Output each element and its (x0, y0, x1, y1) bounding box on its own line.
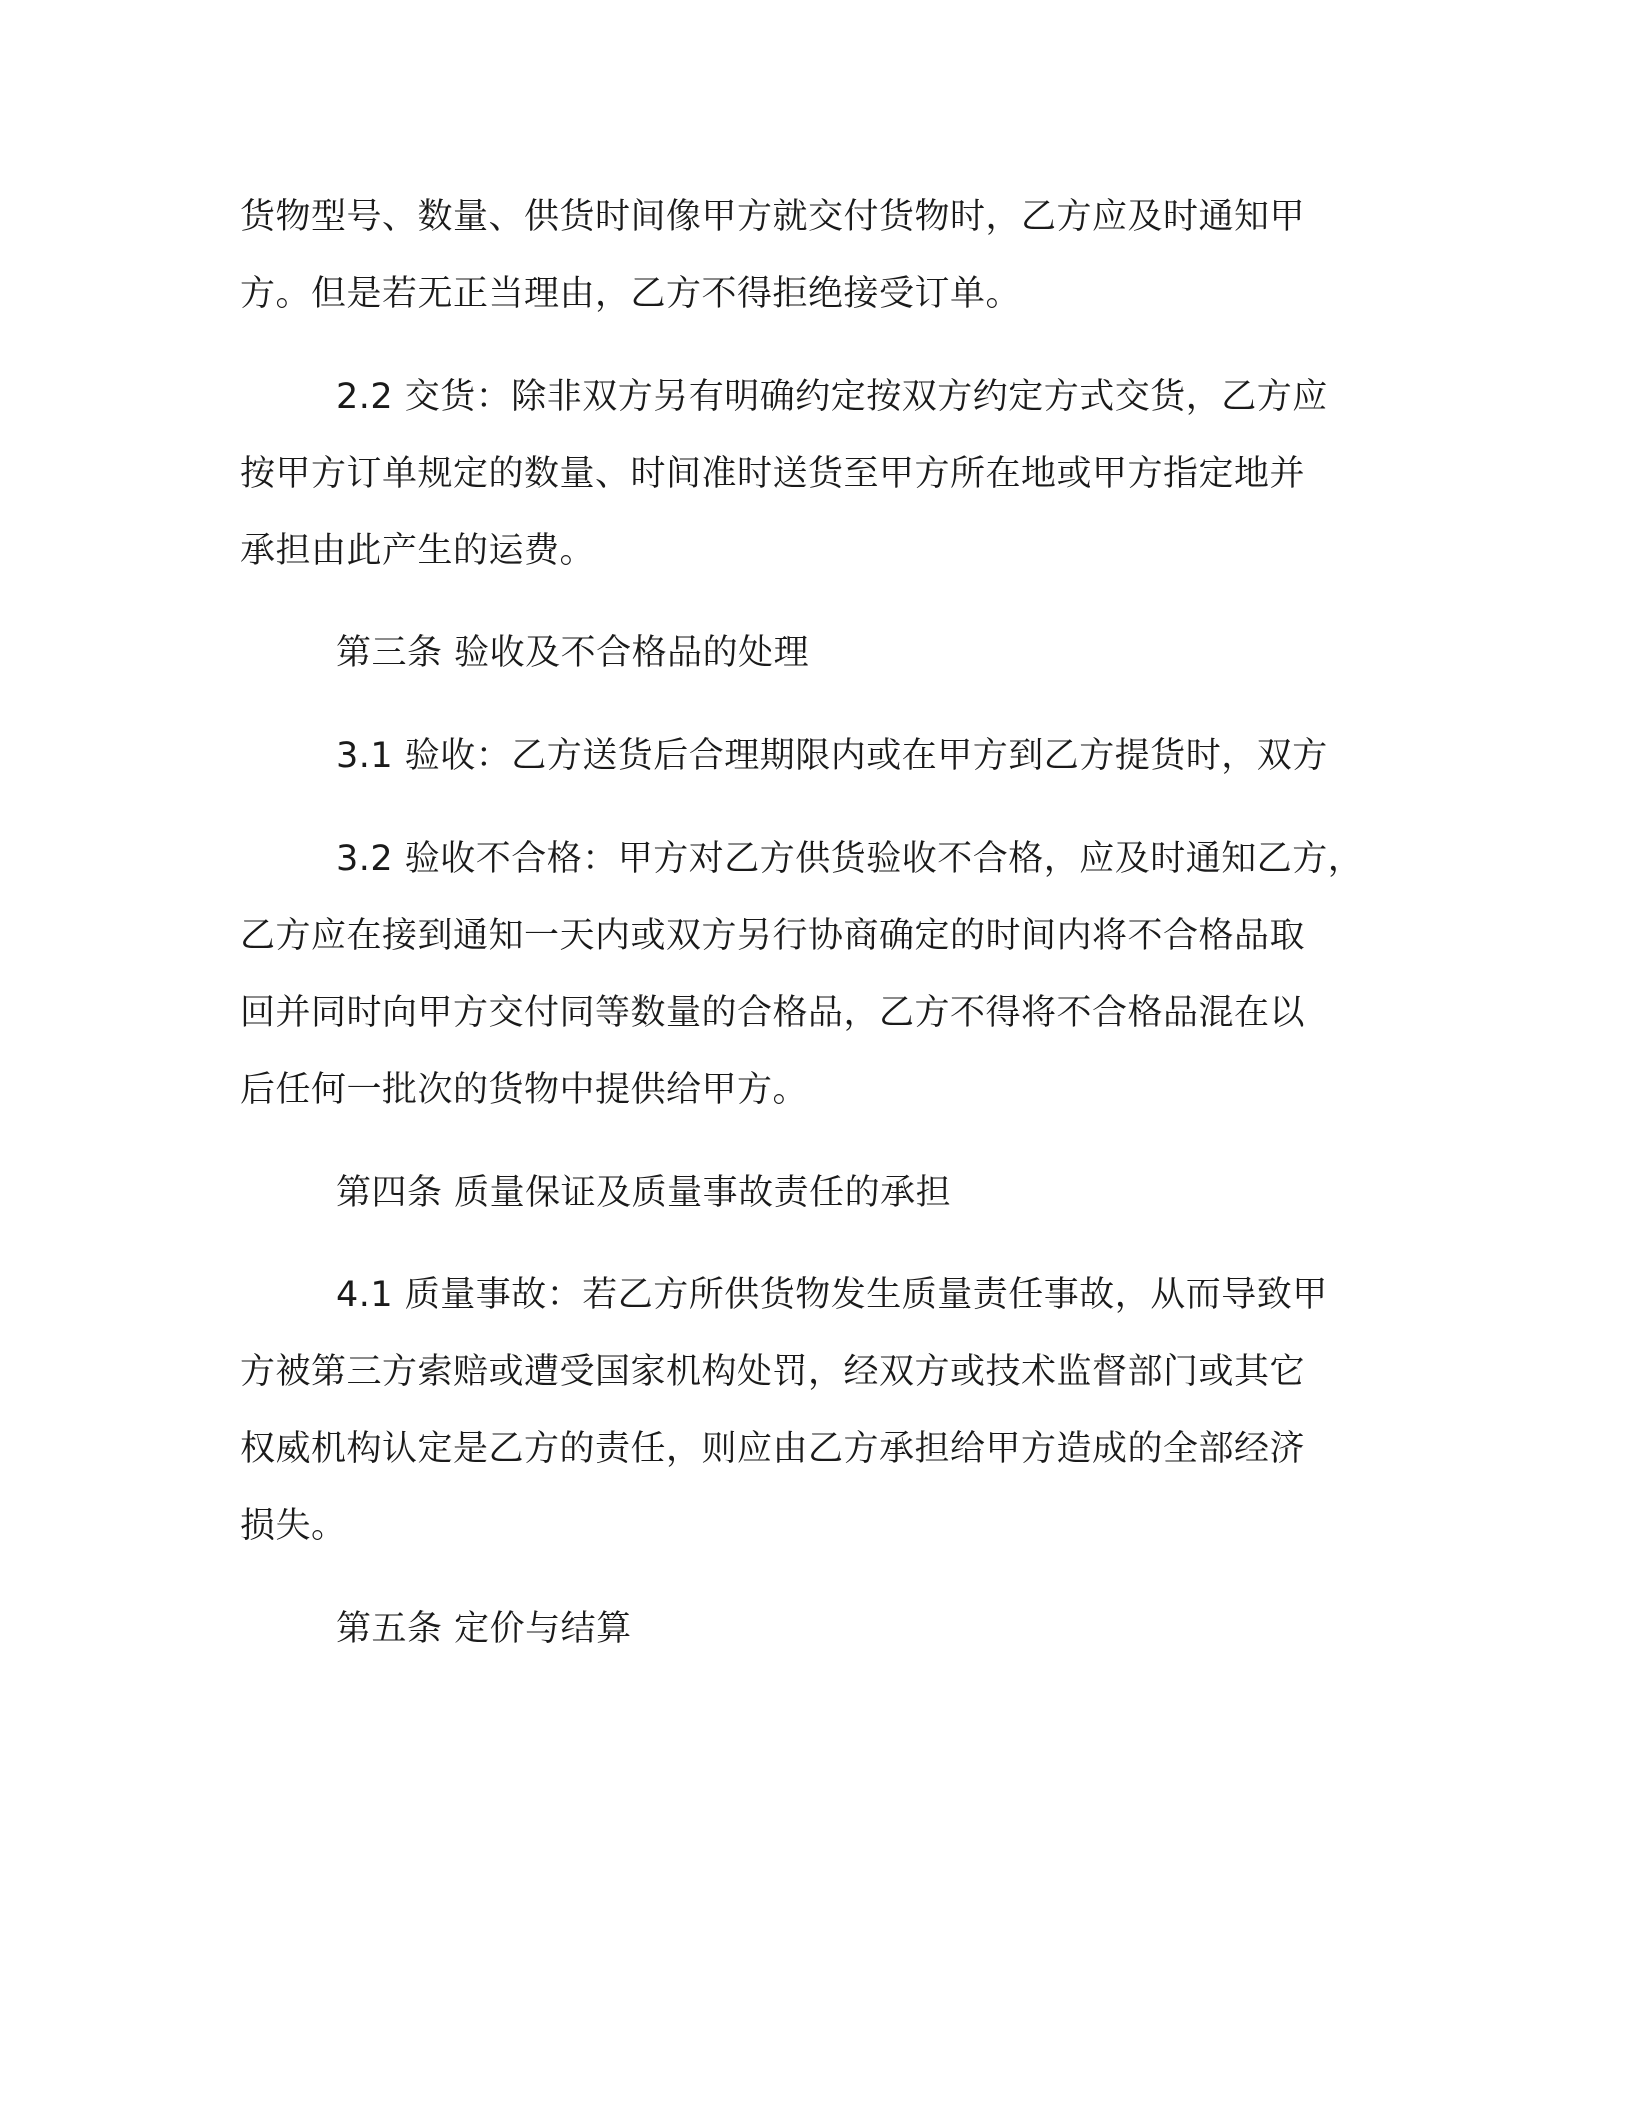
text-line: 3.2 验收不合格：甲方对乙方供货验收不合格，应及时通知乙方， (336, 839, 1364, 879)
text-line: 按甲方订单规定的数量、时间准时送货至甲方所在地或甲方指定地并 (240, 454, 1306, 494)
text-line: 2.2 交货：除非双方另有明确约定按双方约定方式交货，乙方应 (336, 377, 1328, 417)
text-line: 货物型号、数量、供货时间像甲方就交付货物时，乙方应及时通知甲 (240, 197, 1306, 237)
text-line: 权威机构认定是乙方的责任，则应由乙方承担给甲方造成的全部经济 (240, 1429, 1306, 1469)
text-line: 回并同时向甲方交付同等数量的合格品，乙方不得将不合格品混在以 (240, 993, 1306, 1033)
section-heading: 第三条 验收及不合格品的处理 (336, 633, 810, 673)
text-line: 承担由此产生的运费。 (240, 531, 596, 571)
text-line: 方。但是若无正当理由，乙方不得拒绝接受订单。 (240, 274, 1022, 314)
text-line: 损失。 (240, 1506, 347, 1546)
text-line: 后任何一批次的货物中提供给甲方。 (240, 1070, 809, 1110)
section-heading: 第四条 质量保证及质量事故责任的承担 (336, 1173, 952, 1213)
text-line: 4.1 质量事故：若乙方所供货物发生质量责任事故，从而导致甲 (336, 1275, 1328, 1315)
section-heading: 第五条 定价与结算 (336, 1609, 632, 1649)
text-line: 方被第三方索赔或遭受国家机构处罚，经双方或技术监督部门或其它 (240, 1352, 1306, 1392)
text-line: 乙方应在接到通知一天内或双方另行协商确定的时间内将不合格品取 (240, 916, 1306, 956)
text-line: 3.1 验收：乙方送货后合理期限内或在甲方到乙方提货时，双方 (336, 736, 1328, 776)
